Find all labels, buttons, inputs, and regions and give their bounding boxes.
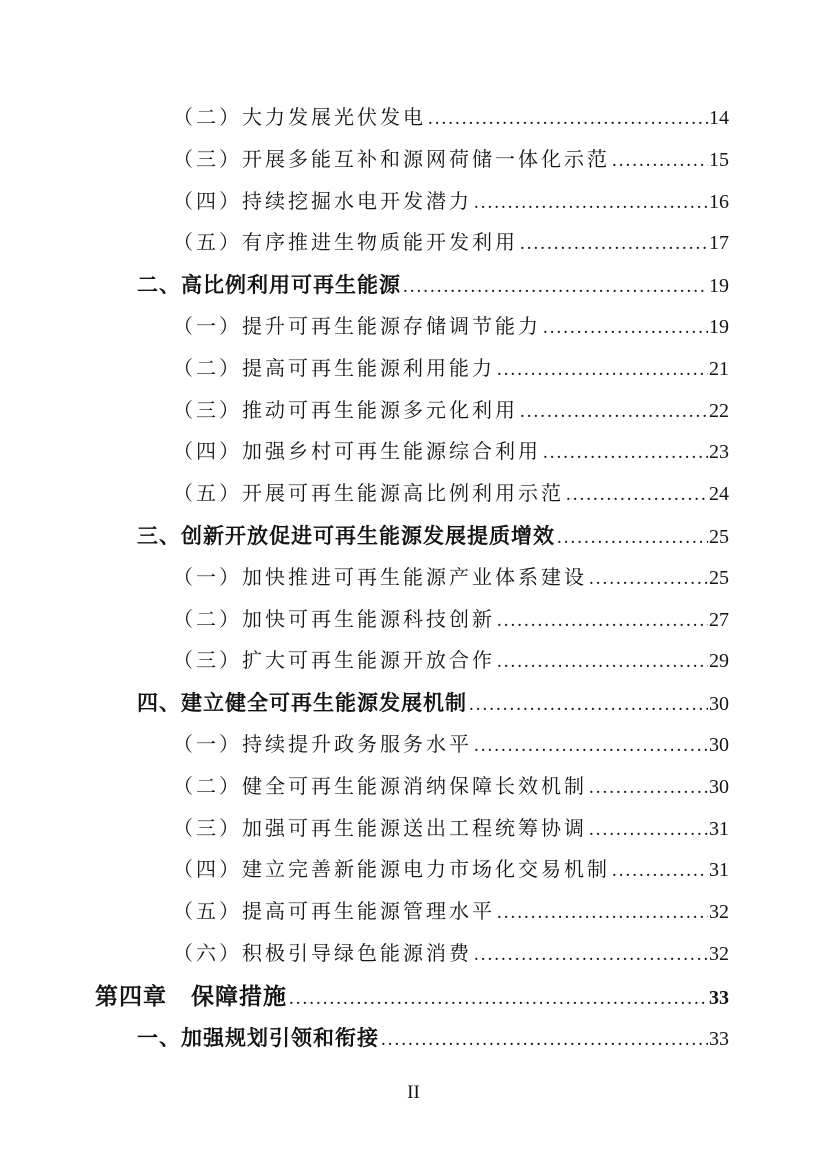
toc-entry[interactable] bbox=[173, 307, 729, 349]
dot-leader bbox=[612, 850, 708, 892]
toc-entry[interactable] bbox=[95, 976, 729, 1018]
toc-entry[interactable] bbox=[173, 892, 729, 934]
dot-leader bbox=[403, 266, 708, 307]
toc-entry-label[interactable]: 四、建立健全可再生能源发展机制 bbox=[137, 692, 467, 716]
page-number: II bbox=[407, 1082, 420, 1103]
toc-entry-label[interactable]: 第四章 保障措施 bbox=[95, 982, 287, 1009]
toc-entry-label[interactable]: （六）积极引导绿色能源消费 bbox=[173, 942, 472, 965]
toc-entry[interactable] bbox=[173, 474, 729, 516]
toc-entry[interactable] bbox=[173, 809, 729, 851]
toc-entry-page[interactable]: 31 bbox=[709, 817, 729, 840]
toc-entry-page[interactable]: 15 bbox=[709, 148, 729, 171]
toc-entry-page[interactable]: 31 bbox=[709, 859, 729, 882]
dot-leader bbox=[589, 558, 708, 600]
dot-leader bbox=[520, 391, 708, 433]
toc-entry-page[interactable]: 27 bbox=[709, 608, 729, 631]
toc-entry[interactable] bbox=[173, 934, 729, 976]
dot-leader bbox=[474, 182, 708, 224]
dot-leader bbox=[566, 474, 708, 516]
toc-entry-label[interactable]: （五）提高可再生能源管理水平 bbox=[173, 901, 495, 924]
page-footer bbox=[0, 1082, 827, 1104]
dot-leader bbox=[289, 978, 708, 1018]
toc-entry[interactable] bbox=[137, 265, 729, 307]
toc-entry-label[interactable]: （二）大力发展光伏发电 bbox=[173, 107, 426, 129]
toc-entry[interactable] bbox=[173, 600, 729, 642]
toc-entry-page[interactable]: 22 bbox=[709, 399, 729, 422]
toc-entry-page[interactable]: 30 bbox=[709, 775, 729, 798]
toc-entry[interactable] bbox=[173, 391, 729, 433]
dot-leader bbox=[589, 767, 708, 809]
toc-entry-page[interactable]: 30 bbox=[709, 693, 729, 716]
dot-leader bbox=[543, 432, 708, 474]
toc-entry-page[interactable]: 17 bbox=[709, 232, 729, 255]
toc-entry-label[interactable]: （五）开展可再生能源高比例利用示范 bbox=[173, 483, 564, 506]
dot-leader bbox=[497, 600, 708, 642]
dot-leader bbox=[589, 809, 708, 851]
toc-entry-label[interactable]: 二、高比例利用可再生能源 bbox=[137, 274, 401, 298]
toc-entry[interactable] bbox=[173, 182, 729, 224]
toc-entry-label[interactable]: （五）有序推进生物质能开发利用 bbox=[173, 232, 518, 255]
toc-entry[interactable] bbox=[137, 516, 729, 558]
toc-entry-page[interactable]: 33 bbox=[709, 986, 729, 1009]
toc-entry[interactable] bbox=[137, 1018, 729, 1060]
dot-leader bbox=[428, 98, 708, 140]
toc-entry-label[interactable]: （三）扩大可再生能源开放合作 bbox=[173, 650, 495, 673]
toc-entry-label[interactable]: （二）加快可再生能源科技创新 bbox=[173, 608, 495, 631]
dot-leader bbox=[497, 641, 708, 683]
toc-entry-page[interactable]: 16 bbox=[709, 190, 729, 213]
toc-entry[interactable] bbox=[173, 850, 729, 892]
toc-entry[interactable] bbox=[137, 683, 729, 725]
toc-entry-label[interactable]: （一）持续提升政务服务水平 bbox=[173, 733, 472, 756]
toc-entry-label[interactable]: （二）提高可再生能源利用能力 bbox=[173, 357, 495, 380]
dot-leader bbox=[497, 349, 708, 391]
toc-entry[interactable] bbox=[173, 432, 729, 474]
toc-entry-page[interactable]: 29 bbox=[709, 650, 729, 673]
toc-entry-page[interactable]: 19 bbox=[709, 315, 729, 338]
toc-entry[interactable] bbox=[173, 725, 729, 767]
toc-entry[interactable] bbox=[173, 558, 729, 600]
dot-leader bbox=[474, 934, 708, 976]
toc-entry-page[interactable]: 32 bbox=[709, 942, 729, 965]
toc-entry-label[interactable]: 一、加强规划引领和衔接 bbox=[137, 1026, 379, 1050]
toc-entry[interactable] bbox=[173, 767, 729, 809]
toc-entry-page[interactable]: 14 bbox=[709, 107, 729, 129]
toc-entry-page[interactable]: 19 bbox=[709, 275, 729, 298]
toc-entry-page[interactable]: 32 bbox=[709, 901, 729, 924]
toc-entry-label[interactable]: （三）推动可再生能源多元化利用 bbox=[173, 399, 518, 422]
toc-entry-label[interactable]: （一）加快推进可再生能源产业体系建设 bbox=[173, 566, 587, 589]
toc-entry-label[interactable]: （一）提升可再生能源存储调节能力 bbox=[173, 315, 541, 338]
toc-entry[interactable] bbox=[173, 641, 729, 683]
toc-entry[interactable] bbox=[173, 140, 729, 182]
toc-entry[interactable] bbox=[173, 349, 729, 391]
toc-entry-label[interactable]: 三、创新开放促进可再生能源发展提质增效 bbox=[137, 524, 555, 548]
toc-entry-page[interactable]: 25 bbox=[709, 525, 729, 548]
dot-leader bbox=[543, 307, 708, 349]
dot-leader bbox=[474, 725, 708, 767]
toc-entry-label[interactable]: （四）加强乡村可再生能源综合利用 bbox=[173, 441, 541, 464]
toc-entry[interactable] bbox=[173, 223, 729, 265]
table-of-contents bbox=[95, 98, 729, 1059]
toc-entry[interactable] bbox=[173, 98, 729, 140]
toc-entry-page[interactable]: 30 bbox=[709, 733, 729, 756]
dot-leader bbox=[520, 223, 708, 265]
toc-entry-label[interactable]: （三）开展多能互补和源网荷储一体化示范 bbox=[173, 148, 610, 171]
toc-entry-label[interactable]: （四）建立完善新能源电力市场化交易机制 bbox=[173, 859, 610, 882]
toc-entry-page[interactable]: 23 bbox=[709, 441, 729, 464]
toc-entry-page[interactable]: 33 bbox=[709, 1027, 729, 1050]
toc-entry-label[interactable]: （二）健全可再生能源消纳保障长效机制 bbox=[173, 775, 587, 798]
toc-entry-label[interactable]: （三）加强可再生能源送出工程统筹协调 bbox=[173, 817, 587, 840]
toc-entry-page[interactable]: 25 bbox=[709, 566, 729, 589]
dot-leader bbox=[497, 892, 708, 934]
dot-leader bbox=[381, 1019, 708, 1060]
dot-leader bbox=[557, 517, 708, 558]
dot-leader bbox=[469, 684, 708, 725]
toc-entry-page[interactable]: 21 bbox=[709, 357, 729, 380]
dot-leader bbox=[612, 140, 708, 182]
toc-entry-label[interactable]: （四）持续挖掘水电开发潜力 bbox=[173, 190, 472, 213]
toc-entry-page[interactable]: 24 bbox=[709, 483, 729, 506]
